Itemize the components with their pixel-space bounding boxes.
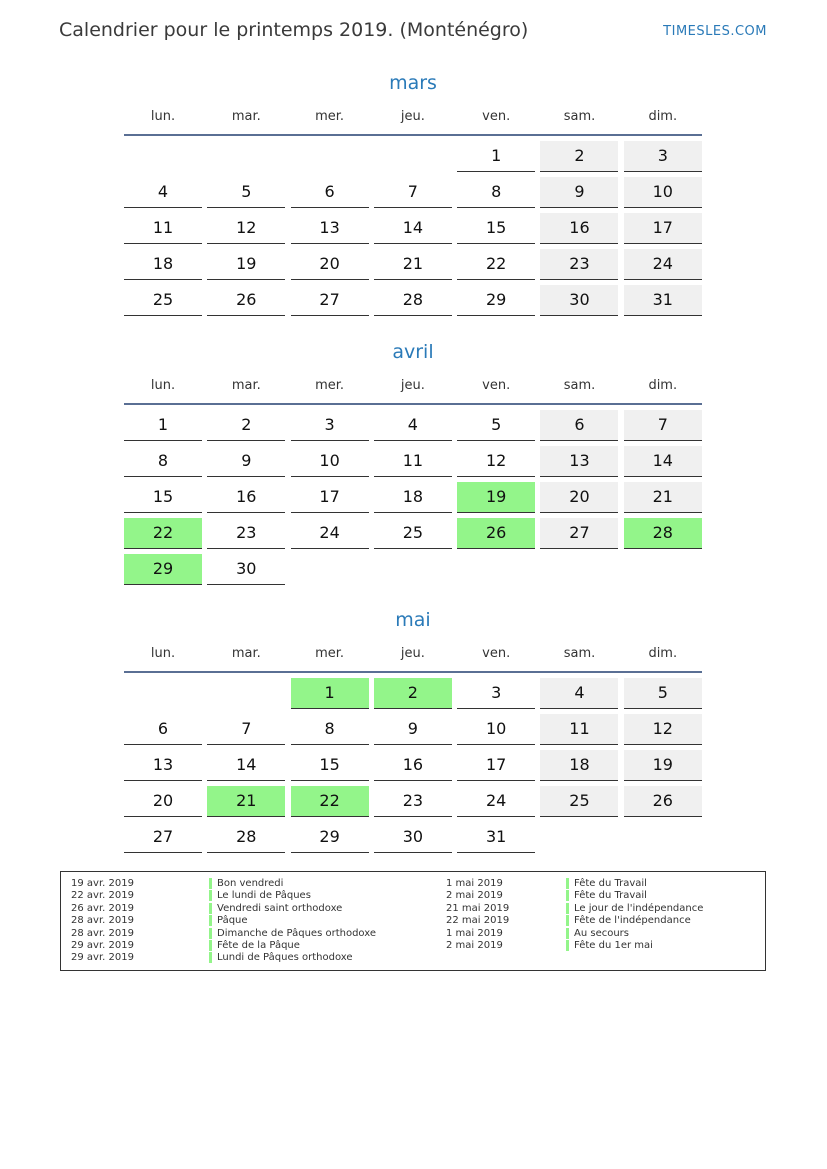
- legend-row: [566, 915, 703, 927]
- holiday-date: 28 avr. 2019: [71, 915, 134, 927]
- day-cell: 8: [457, 177, 535, 208]
- weekday-label: ven.: [482, 377, 511, 393]
- week-row: [124, 410, 702, 441]
- week-row: [124, 714, 702, 745]
- weekday-label: jeu.: [400, 377, 425, 393]
- week-row: [124, 213, 702, 244]
- header-rule: [124, 403, 702, 405]
- day-cell: 3: [457, 678, 535, 709]
- day-cell: 17: [624, 213, 702, 244]
- day-cell: 27: [291, 285, 369, 316]
- day-cell: 21: [624, 482, 702, 513]
- week-row: [124, 446, 702, 477]
- week-row: [124, 554, 702, 585]
- day-cell: 4: [540, 678, 618, 709]
- weekday-label: lun.: [150, 645, 176, 661]
- empty-cell: [624, 554, 702, 585]
- day-cell: 16: [540, 213, 618, 244]
- day-cell: 27: [124, 822, 202, 853]
- holiday-name: Fête de l'indépendance: [566, 915, 691, 926]
- day-cell: 3: [291, 410, 369, 441]
- day-cell: 1: [291, 678, 369, 709]
- weekday-label: mer.: [315, 108, 345, 124]
- week-row: [124, 249, 702, 280]
- legend-row: [209, 952, 376, 964]
- legend-row: [209, 903, 376, 915]
- day-cell: 26: [457, 518, 535, 549]
- holiday-name: Lundi de Pâques orthodoxe: [209, 952, 353, 963]
- weekday-label: sam.: [563, 645, 596, 661]
- day-cell: 17: [457, 750, 535, 781]
- holiday-date: 22 mai 2019: [446, 915, 510, 927]
- day-cell: 11: [540, 714, 618, 745]
- holiday-name: Fête du Travail: [566, 878, 647, 889]
- weekday-label: ven.: [482, 645, 511, 661]
- day-cell: 6: [540, 410, 618, 441]
- month-may: [124, 605, 702, 858]
- holiday-date: 28 avr. 2019: [71, 927, 134, 939]
- day-cell: 20: [124, 786, 202, 817]
- holiday-name: Pâque: [209, 915, 248, 926]
- day-cell: 2: [207, 410, 285, 441]
- holiday-name: Fête du 1er mai: [566, 940, 653, 951]
- day-cell: 28: [374, 285, 452, 316]
- day-cell: 11: [124, 213, 202, 244]
- day-cell: 25: [124, 285, 202, 316]
- day-cell: 10: [457, 714, 535, 745]
- day-cell: 12: [457, 446, 535, 477]
- day-cell: 16: [374, 750, 452, 781]
- day-cell: 2: [374, 678, 452, 709]
- header-rule: [124, 671, 702, 673]
- day-cell: 3: [624, 141, 702, 172]
- holiday-date: 22 avr. 2019: [71, 890, 134, 902]
- week-row: [124, 786, 702, 817]
- legend-row: [566, 940, 703, 952]
- day-cell: 6: [124, 714, 202, 745]
- holiday-name: Bon vendredi: [209, 878, 283, 889]
- weekday-label: mer.: [315, 377, 345, 393]
- legend-row: [566, 928, 703, 940]
- weekday-label: lun.: [150, 377, 176, 393]
- day-cell: 30: [207, 554, 285, 585]
- day-cell: 5: [624, 678, 702, 709]
- month-april: [124, 337, 702, 590]
- legend-row: [566, 903, 703, 915]
- day-cell: 13: [291, 213, 369, 244]
- day-cell: 26: [207, 285, 285, 316]
- weekday-label: mar.: [231, 645, 261, 661]
- day-cell: 9: [207, 446, 285, 477]
- legend-right-names: [566, 878, 703, 952]
- day-cell: 1: [124, 410, 202, 441]
- day-cell: 9: [374, 714, 452, 745]
- weekday-label: lun.: [150, 108, 176, 124]
- day-cell: 14: [624, 446, 702, 477]
- holiday-name: Dimanche de Pâques orthodoxe: [209, 928, 376, 939]
- day-cell: 17: [291, 482, 369, 513]
- empty-cell: [124, 141, 202, 172]
- day-cell: 31: [457, 822, 535, 853]
- day-cell: 29: [291, 822, 369, 853]
- holiday-date: 2 mai 2019: [446, 890, 503, 902]
- weekday-label: mar.: [231, 377, 261, 393]
- day-cell: 29: [124, 554, 202, 585]
- weekday-header: [124, 367, 702, 403]
- month-title: mars: [389, 72, 437, 94]
- legend-right-dates: [446, 878, 509, 952]
- day-cell: 2: [540, 141, 618, 172]
- day-cell: 15: [291, 750, 369, 781]
- week-row: [124, 482, 702, 513]
- holiday-date: 19 avr. 2019: [71, 878, 134, 889]
- holiday-name: Le jour de l'indépendance: [566, 903, 703, 914]
- day-cell: 9: [540, 177, 618, 208]
- day-cell: 7: [624, 410, 702, 441]
- day-cell: 23: [540, 249, 618, 280]
- day-cell: 23: [374, 786, 452, 817]
- weekday-label: mer.: [315, 645, 345, 661]
- day-cell: 5: [457, 410, 535, 441]
- day-cell: 10: [624, 177, 702, 208]
- day-cell: 19: [457, 482, 535, 513]
- week-row: [124, 822, 702, 853]
- holiday-date: 21 mai 2019: [446, 902, 510, 914]
- holiday-date: 29 avr. 2019: [71, 952, 134, 964]
- weekday-header: [124, 98, 702, 134]
- month-title: avril: [392, 341, 434, 363]
- holiday-date: 1 mai 2019: [446, 878, 503, 889]
- day-cell: 5: [207, 177, 285, 208]
- empty-cell: [374, 141, 452, 172]
- empty-cell: [207, 678, 285, 709]
- day-cell: 31: [624, 285, 702, 316]
- day-cell: 23: [207, 518, 285, 549]
- weekday-header: [124, 635, 702, 671]
- weekday-label: sam.: [563, 108, 596, 124]
- week-row: [124, 750, 702, 781]
- day-cell: 13: [540, 446, 618, 477]
- day-cell: 22: [457, 249, 535, 280]
- legend-left-names: [209, 878, 376, 965]
- day-cell: 25: [540, 786, 618, 817]
- day-cell: 27: [540, 518, 618, 549]
- weekday-label: jeu.: [400, 645, 425, 661]
- day-cell: 19: [624, 750, 702, 781]
- day-cell: 13: [124, 750, 202, 781]
- day-cell: 14: [207, 750, 285, 781]
- week-row: [124, 141, 702, 172]
- day-cell: 14: [374, 213, 452, 244]
- day-cell: 22: [124, 518, 202, 549]
- holiday-legend: [60, 871, 766, 971]
- day-cell: 7: [207, 714, 285, 745]
- empty-cell: [374, 554, 452, 585]
- empty-cell: [624, 822, 702, 853]
- day-cell: 18: [124, 249, 202, 280]
- empty-cell: [124, 678, 202, 709]
- day-cell: 24: [291, 518, 369, 549]
- weekday-label: dim.: [648, 108, 678, 124]
- legend-row: [209, 928, 376, 940]
- empty-cell: [207, 141, 285, 172]
- legend-row: [209, 890, 376, 902]
- day-cell: 7: [374, 177, 452, 208]
- day-cell: 30: [374, 822, 452, 853]
- empty-cell: [291, 554, 369, 585]
- holiday-name: Fête de la Pâque: [209, 940, 300, 951]
- legend-row: [209, 940, 376, 952]
- day-cell: 11: [374, 446, 452, 477]
- day-cell: 29: [457, 285, 535, 316]
- day-cell: 8: [124, 446, 202, 477]
- day-cell: 8: [291, 714, 369, 745]
- holiday-date: 2 mai 2019: [446, 939, 503, 951]
- day-cell: 6: [291, 177, 369, 208]
- day-cell: 12: [207, 213, 285, 244]
- weekday-label: jeu.: [400, 108, 425, 124]
- day-cell: 22: [291, 786, 369, 817]
- empty-cell: [291, 141, 369, 172]
- day-cell: 26: [624, 786, 702, 817]
- day-cell: 24: [624, 249, 702, 280]
- page-title: Calendrier pour le printemps 2019. (Monténégro): [59, 19, 529, 41]
- weekday-label: ven.: [482, 108, 511, 124]
- brand-link[interactable]: TIMESLES.COM: [663, 24, 767, 39]
- week-row: [124, 518, 702, 549]
- day-cell: 15: [457, 213, 535, 244]
- day-cell: 20: [291, 249, 369, 280]
- empty-cell: [540, 822, 618, 853]
- month-title: mai: [395, 609, 431, 631]
- day-cell: 18: [540, 750, 618, 781]
- legend-row: [209, 878, 376, 890]
- day-cell: 28: [207, 822, 285, 853]
- holiday-name: Le lundi de Pâques: [209, 890, 311, 901]
- header-rule: [124, 134, 702, 136]
- day-cell: 24: [457, 786, 535, 817]
- week-row: [124, 678, 702, 709]
- day-cell: 4: [124, 177, 202, 208]
- day-cell: 19: [207, 249, 285, 280]
- day-cell: 15: [124, 482, 202, 513]
- legend-row: [566, 878, 703, 890]
- day-cell: 21: [374, 249, 452, 280]
- weekday-label: sam.: [563, 377, 596, 393]
- holiday-date: 26 avr. 2019: [71, 902, 134, 914]
- legend-left-dates: [71, 878, 134, 965]
- holiday-name: Au secours: [566, 928, 629, 939]
- week-row: [124, 177, 702, 208]
- legend-row: [209, 915, 376, 927]
- holiday-date: 29 avr. 2019: [71, 939, 134, 951]
- holiday-name: Fête du Travail: [566, 890, 647, 901]
- day-cell: 12: [624, 714, 702, 745]
- weekday-label: dim.: [648, 645, 678, 661]
- holiday-date: 1 mai 2019: [446, 927, 503, 939]
- day-cell: 21: [207, 786, 285, 817]
- weekday-label: mar.: [231, 108, 261, 124]
- empty-cell: [540, 554, 618, 585]
- holiday-name: Vendredi saint orthodoxe: [209, 903, 342, 914]
- day-cell: 1: [457, 141, 535, 172]
- weekday-label: dim.: [648, 377, 678, 393]
- day-cell: 4: [374, 410, 452, 441]
- day-cell: 25: [374, 518, 452, 549]
- day-cell: 10: [291, 446, 369, 477]
- day-cell: 28: [624, 518, 702, 549]
- empty-cell: [457, 554, 535, 585]
- week-row: [124, 285, 702, 316]
- day-cell: 30: [540, 285, 618, 316]
- legend-row: [566, 890, 703, 902]
- day-cell: 16: [207, 482, 285, 513]
- day-cell: 18: [374, 482, 452, 513]
- day-cell: 20: [540, 482, 618, 513]
- month-march: [124, 68, 702, 321]
